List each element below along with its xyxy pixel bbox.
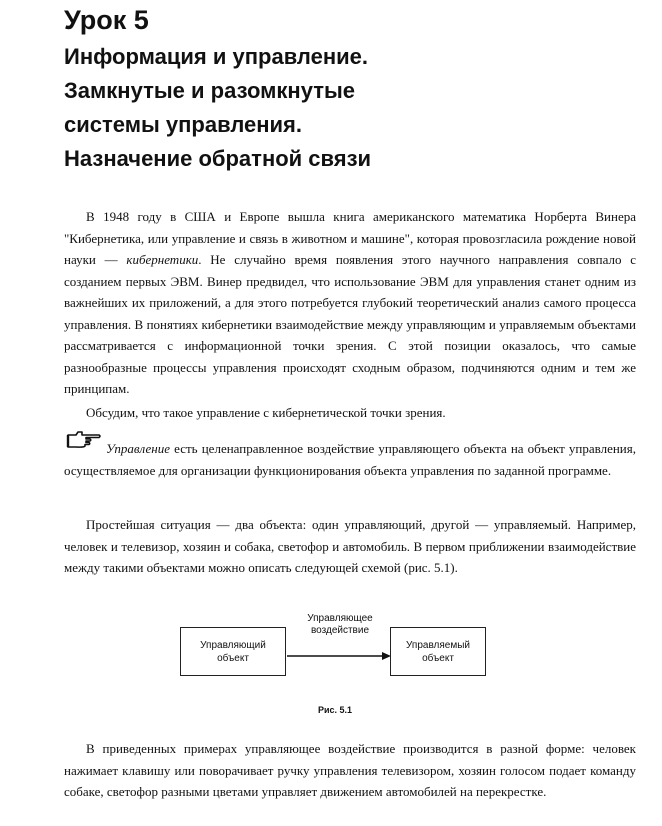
paragraph-definition <box>64 438 636 481</box>
lesson-title: Урок 5 <box>64 5 149 35</box>
paragraph-text: есть целенаправленное воздействие управляющего объекта на объект управления, осуществляемое для организации функционирования объекта управления по заданной программе. <box>64 441 636 478</box>
paragraph-text: В 1948 году в США и Европе вышла книга американского математика Норберта Винера "Кибернетика, или управление и связь в животном и машине", которая провозгласила рождение новой науки — <box>64 209 636 267</box>
controlling-object-box <box>180 627 286 676</box>
box-label: Управляемый <box>406 639 470 651</box>
arrow-label-line: воздействие <box>310 625 370 636</box>
box-label: Управляющий <box>200 639 266 651</box>
term-cybernetics: кибернетики <box>126 252 199 267</box>
paragraph-examples: В приведенных примерах управляющее воздействие производится в разной форме: человек нажимает клавишу или поворачивает ручку управления телевизором, хозяин голосом подает команду собаке, светофор разными цветами управляет движением автомобилей на перекрестке. <box>64 741 636 799</box>
term-control: Управление <box>106 441 171 456</box>
control-action-arrow <box>285 650 395 662</box>
paragraph-text: . Не случайно время появления этого научного направления совпало с созданием первых ЭВМ. Винер предвидел, что использование ЭВМ для управления станет одним из важнейших их приложений, а для этого потребуется глубокий теоретический анализ самого процесса управления. В понятиях кибернетики взаимодействие между управляющим и управляемым объектами рассматривается с информационной точки зрения. С этой позиции оказалось, что самые разнообразные процессы управления происходят сходным образом, подчиняются одним и тем же принципам. <box>64 252 637 396</box>
box-label: объект <box>217 652 249 664</box>
box-label: объект <box>422 652 454 664</box>
lesson-subtitle <box>64 40 654 176</box>
subtitle-line: Назначение обратной связи <box>64 146 372 171</box>
arrow-label-line: Управляющее <box>307 613 373 624</box>
figure-caption: Рис. 5.1 <box>317 705 353 715</box>
paragraph-simple-case: Простейшая ситуация — два объекта: один управляющий, другой — управляемый. Например, человек и телевизор, хозяин и собака, светофор и автомобиль. В первом приближении взаимодействие между такими объектами можно описать следующей схемой (рис. 5.1). <box>64 517 636 575</box>
subtitle-line: Информация и управление. <box>64 44 369 69</box>
control-action-label <box>290 613 390 637</box>
paragraph-wiener <box>64 206 636 400</box>
subtitle-line: Замкнутые и разомкнутые <box>64 78 355 103</box>
controlled-object-box <box>390 627 486 676</box>
paragraph-discuss: Обсудим, что такое управление с кибернетической точки зрения. <box>86 405 446 420</box>
subtitle-line: системы управления. <box>64 112 303 137</box>
